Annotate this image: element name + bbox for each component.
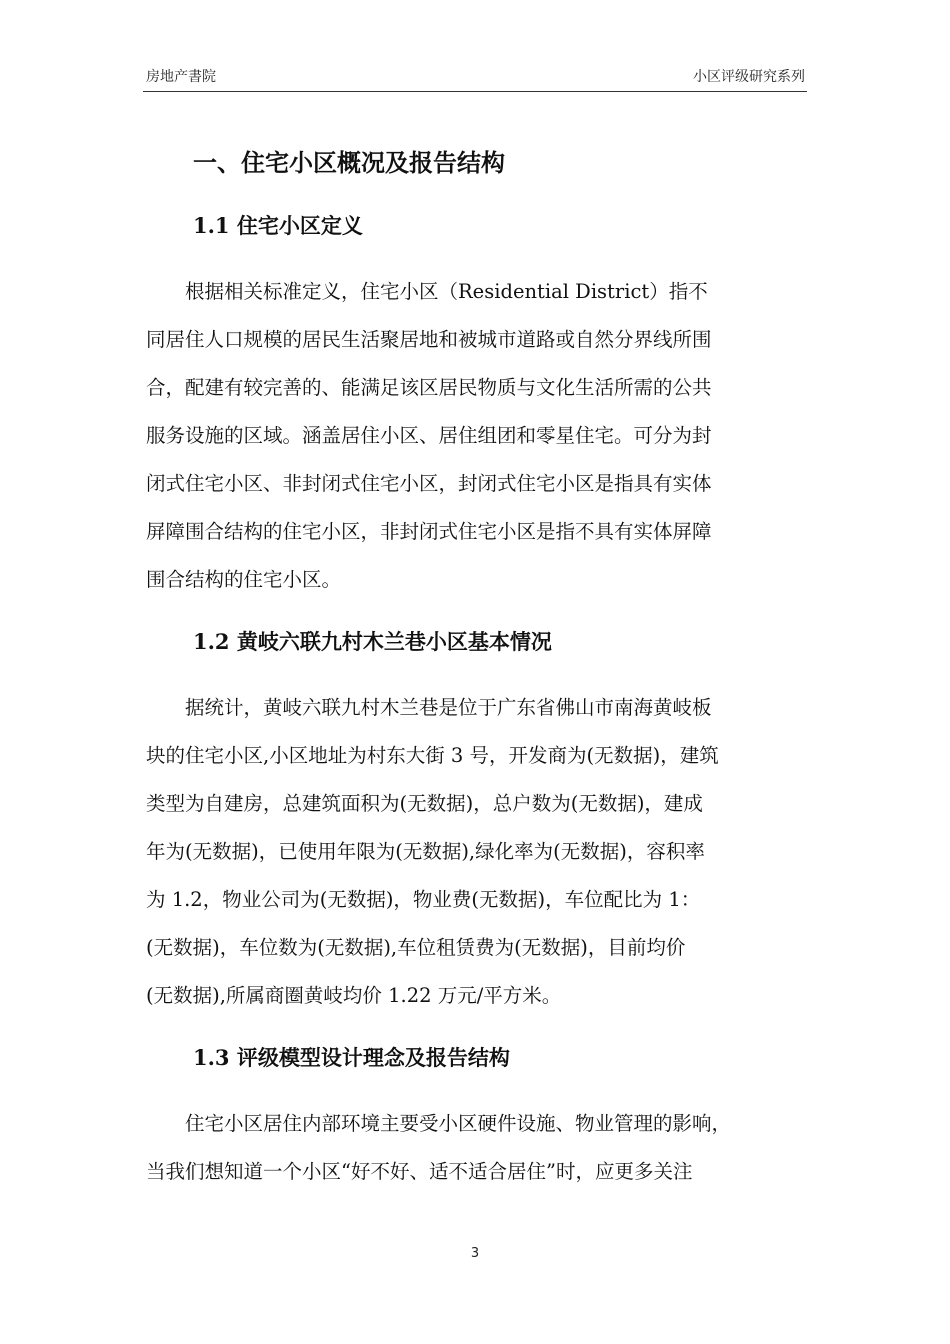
paragraph-model-design — [146, 1100, 806, 1196]
text-line: 根据相关标准定义，住宅小区（Residential District）指不 — [185, 280, 708, 303]
text-line: 围合结构的住宅小区。 — [146, 568, 342, 591]
text-line: 同居住人口规模的居民生活聚居地和被城市道路或自然分界线所围 — [146, 328, 712, 351]
page-number: 3 — [470, 1246, 480, 1261]
text-line: 类型为自建房，总建筑面积为(无数据)，总户数为(无数据)，建成 — [146, 792, 703, 815]
section-heading: 一、住宅小区概况及报告结构 — [193, 148, 505, 177]
text-line: 住宅小区居住内部环境主要受小区硬件设施、物业管理的影响， — [185, 1112, 732, 1135]
page-body — [146, 140, 806, 1196]
text-line: (无数据),所属商圈黄岐均价 1.22 万元/平方米。 — [146, 984, 562, 1007]
text-line: 当我们想知道一个小区“好不好、适不适合居住”时，应更多关注 — [146, 1160, 693, 1183]
text-line: 闭式住宅小区、非封闭式住宅小区，封闭式住宅小区是指具有实体 — [146, 472, 712, 495]
text-line: 为 1.2，物业公司为(无数据)，物业费(无数据)，车位配比为 1： — [146, 888, 701, 911]
subsection-heading-1-1: 1.1 住宅小区定义 — [193, 213, 363, 238]
subsection-heading-1-3: 1.3 评级模型设计理念及报告结构 — [193, 1045, 510, 1070]
text-line: 块的住宅小区,小区地址为村东大街 3 号，开发商为(无数据)，建筑 — [146, 744, 719, 767]
paragraph-definition — [146, 268, 806, 604]
text-line: 合，配建有较完善的、能满足该区居民物质与文化生活所需的公共 — [146, 376, 712, 399]
text-line: 服务设施的区域。涵盖居住小区、居住组团和零星住宅。可分为封 — [146, 424, 712, 447]
subsection-heading-1-2: 1.2 黄岐六联九村木兰巷小区基本情况 — [193, 629, 552, 654]
paragraph-basic-info — [146, 684, 806, 1020]
header-left-title: 房地产書院 — [146, 69, 216, 85]
text-line: 据统计，黄岐六联九村木兰巷是位于广东省佛山市南海黄岐板 — [185, 696, 712, 719]
text-line: 屏障围合结构的住宅小区，非封闭式住宅小区是指不具有实体屏障 — [146, 520, 712, 543]
header-right-title: 小区评级研究系列 — [693, 69, 805, 85]
text-line: 年为(无数据)，已使用年限为(无数据),绿化率为(无数据)，容积率 — [146, 840, 705, 863]
header-divider — [143, 91, 807, 92]
text-line: (无数据)，车位数为(无数据),车位租赁费为(无数据)，目前均价 — [146, 936, 686, 959]
